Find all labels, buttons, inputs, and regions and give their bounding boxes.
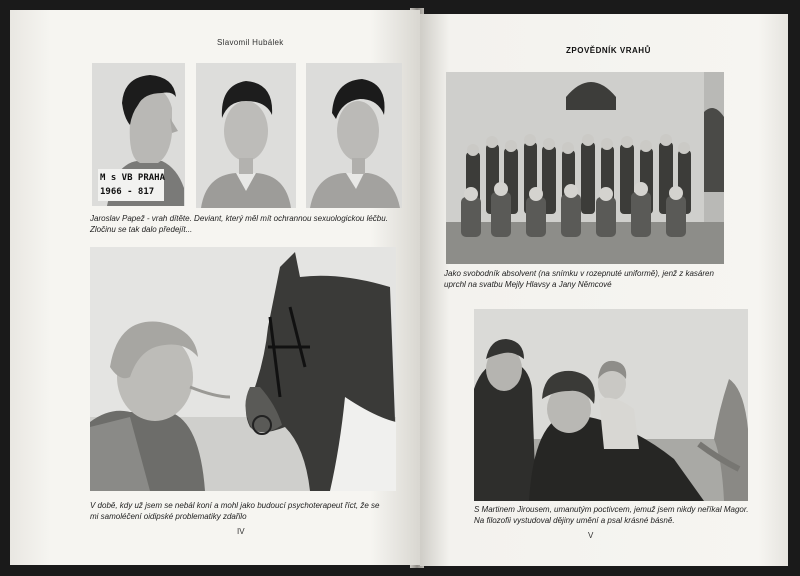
caption-jirous: S Martinem Jirousem, umanutým poctivcem, jemuž jsem nikdy neříkal Magor. Na filozofii vystudoval dějiny umění a psal krásné básně. <box>474 505 749 525</box>
page-number-right: V <box>588 531 594 540</box>
mugshot-front-photo <box>196 63 296 208</box>
mugshot-side-photo <box>306 63 402 208</box>
running-head-author: Slavomil Hubálek <box>217 38 284 47</box>
caption-horse: V době, kdy už jsem se nebál koní a mohl jako budoucí psychoterapeut říct, že se mi samoléčení oidipské problematiky zdařilo <box>90 501 380 521</box>
caption-wedding: Jako svobodník absolvent (na snímku v rozepnuté uniformě), jenž z kasáren uprchl na svatbu Mejly Hlavsy a Jany Němcové <box>444 269 714 289</box>
mugshot-profile-photo <box>92 63 185 206</box>
running-head-title: ZPOVĚDNÍK VRAHŮ <box>566 46 651 55</box>
page-number-left: IV <box>237 527 245 536</box>
left-page <box>10 10 420 565</box>
caption-mugshots: Jaroslav Papež - vrah dítěte. Deviant, který měl mít ochrannou sexuologickou léčbu. Zločinu se tak dalo předejít... <box>90 214 388 234</box>
right-page <box>420 14 788 566</box>
mugshot-placard-line2: 1966 - 817 <box>100 187 155 197</box>
wedding-group-photo <box>446 72 724 264</box>
horse-photo <box>90 247 396 491</box>
mugshot-placard-line1: M s VB PRAHA <box>100 173 166 183</box>
jirous-photo <box>474 309 748 501</box>
